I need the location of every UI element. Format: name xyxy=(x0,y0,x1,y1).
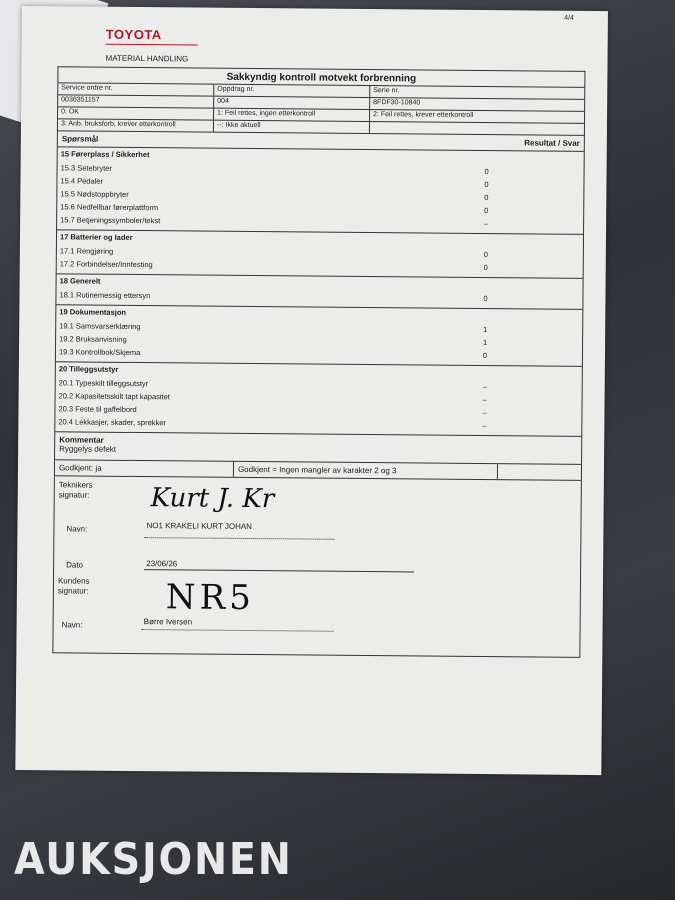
legend-ok: 0: OK xyxy=(58,107,214,119)
question-label: 17.1 Rengjøring xyxy=(59,246,114,256)
serial-label: Serie nr. xyxy=(373,87,400,95)
question-row xyxy=(59,288,579,306)
customer-name-line xyxy=(142,629,334,632)
customer-name: Børre Iversen xyxy=(143,617,193,627)
customer-signature: NR5 xyxy=(165,577,256,619)
question-label: 19.3 Kontrollbok/Skjema xyxy=(58,347,141,358)
question-answer: 0 xyxy=(484,180,489,190)
question-label: 15.3 Setebryter xyxy=(60,163,112,173)
assignment-label: Oppdrag nr. xyxy=(214,85,370,97)
inspection-form xyxy=(52,66,585,658)
question-label: 20.3 Feste til gaffelbord xyxy=(58,404,137,415)
assignment-value: 004 xyxy=(214,97,370,109)
legend-restricted: 3: Anb. bruksforb, krever etterkontroll xyxy=(58,119,214,131)
question-answer: – xyxy=(482,395,487,405)
service-order-value: 0036351157 xyxy=(58,95,214,107)
question-label: 15.6 Nedfellbar førerplattform xyxy=(60,202,159,213)
section-title: 18 Generelt xyxy=(59,276,101,286)
section-title: 17 Batterier og lader xyxy=(59,232,133,242)
question-label: 20.2 Kapasitetsskilt tapt kapasitet xyxy=(58,391,170,402)
date-line xyxy=(144,569,414,572)
question-section xyxy=(56,274,582,310)
question-section xyxy=(57,230,583,279)
date-value: 23/06/26 xyxy=(146,559,178,569)
customer-name-label: Navn: xyxy=(61,620,83,630)
technician-name-line xyxy=(144,537,334,540)
question-answer: – xyxy=(482,382,487,392)
technician-name: NO1 KRAKELI KURT JOHAN xyxy=(146,521,253,532)
question-answer: 0 xyxy=(484,167,489,177)
approval-status: Godkjent: ja xyxy=(55,460,234,477)
serial-value: 8FDF30-10840 xyxy=(373,99,421,107)
technician-name-label: Navn: xyxy=(66,524,88,534)
legend-fix-recheck: 2: Feil rettes, krever etterkontroll xyxy=(373,111,474,119)
question-answer: 0 xyxy=(482,351,488,361)
question-label: 17.2 Forbindelser/Innfesting xyxy=(59,259,153,270)
question-answer: 0 xyxy=(484,206,489,216)
question-label: 15.5 Nødstoppbryter xyxy=(60,189,129,199)
question-section xyxy=(56,305,582,367)
section-title: 19 Dokumentasjon xyxy=(59,307,127,317)
legend-fix-no-recheck: 1: Feil rettes, ingen etterkontroll xyxy=(214,109,370,121)
question-label: 18.1 Rutinemessig ettersyn xyxy=(59,290,151,301)
date-label: Dato xyxy=(66,560,84,570)
page-number: 4/4 xyxy=(564,14,574,22)
question-answer: 0 xyxy=(483,250,488,260)
question-section xyxy=(57,147,584,235)
section-title: 20 Tilleggsutstyr xyxy=(58,364,119,374)
question-answer: – xyxy=(482,421,487,431)
technician-signature-label: Teknikers signatur: xyxy=(58,480,93,500)
question-answer: 0 xyxy=(483,294,488,304)
inspection-document xyxy=(15,6,608,775)
question-label: 19.1 Samsvarserklæring xyxy=(59,321,141,332)
result-column-label: Resultat / Svar xyxy=(524,138,580,148)
technician-signature: Kurt J. Kr xyxy=(150,483,275,515)
question-answer: – xyxy=(483,219,489,229)
question-section xyxy=(55,362,582,437)
customer-signature-label: Kundens signatur: xyxy=(57,576,90,596)
question-sections xyxy=(55,147,583,437)
question-answer: 1 xyxy=(482,338,488,348)
comment-text: Ryggelys defekt xyxy=(59,444,117,454)
brand-logo: TOYOTA xyxy=(105,26,162,43)
question-label: 20.1 Typeskilt tilleggsutstyr xyxy=(58,378,149,389)
comment-label: Kommentar xyxy=(59,435,104,445)
approval-empty xyxy=(498,464,581,480)
question-label: 19.2 Bruksanvisning xyxy=(59,334,127,344)
legend-empty xyxy=(370,122,584,135)
question-label: 15.7 Betjeningssymboler/tekst xyxy=(60,215,161,226)
legend-not-applicable: --: Ikke aktuell xyxy=(214,121,370,133)
question-answer: 0 xyxy=(484,193,489,203)
approval-definition: Godkjent = Ingen mangler av karakter 2 og 3 xyxy=(234,462,498,479)
question-answer: 0 xyxy=(483,263,488,273)
question-label: 20.4 Lekkasjer, skader, sprekker xyxy=(58,417,166,428)
question-answer: – xyxy=(482,408,487,418)
question-answer: 1 xyxy=(483,325,488,335)
brand-subtitle: MATERIAL HANDLING xyxy=(105,53,189,64)
watermark-logo: AUKSJONEN xyxy=(14,834,293,885)
brand-underline xyxy=(106,44,198,46)
signature-area xyxy=(53,476,581,658)
question-label: 15.4 Pedaler xyxy=(60,176,104,186)
section-title: 15 Førerplass / Sikkerhet xyxy=(60,149,150,160)
service-order-label: Service ordre nr. xyxy=(58,83,214,95)
form-title: Sakkyndig kontroll motvekt forbrenning xyxy=(58,67,584,88)
question-column-label: Spørsmål xyxy=(61,134,99,144)
